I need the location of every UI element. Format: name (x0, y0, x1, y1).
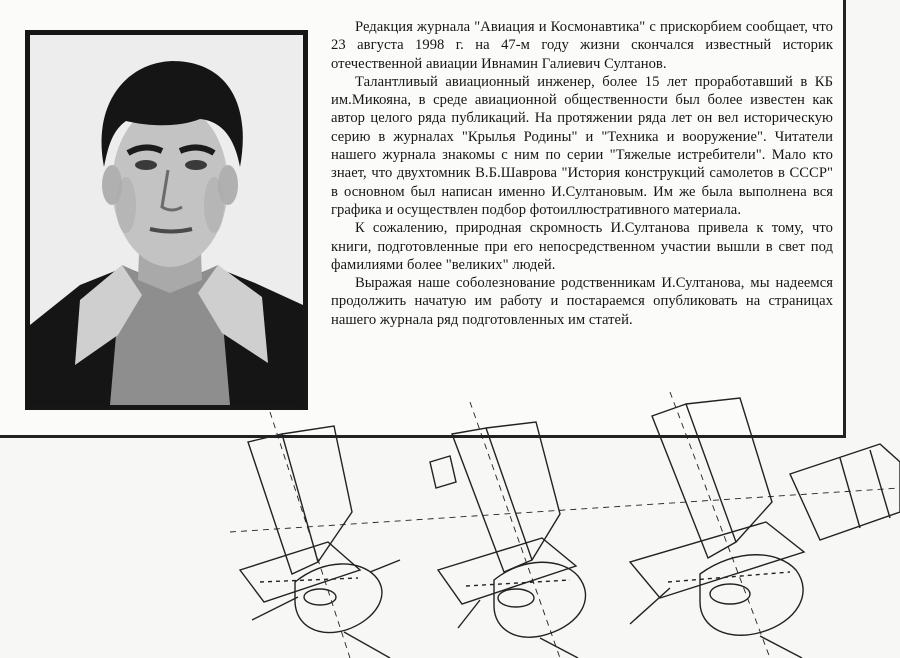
portrait-image (30, 35, 303, 405)
paragraph-4: Выражая наше соболезнование родственникам И.Султанова, мы надеемся продолжить начатую им работу и постараемся опубликовать на страницах нашего журнала ряд подготовленных им статей. (331, 275, 833, 328)
aircraft-outline-2 (430, 422, 586, 658)
paragraph-1: Редакция журнала "Авиация и Космонавтика" с прискорбием сообщает, что 23 августа 1998 г. на 47-м году жизни скончался известный историк отечественной авиации Ивнамин Галиевич Султанов. (331, 19, 833, 72)
construction-lines (230, 392, 900, 658)
obituary-text (331, 18, 833, 329)
aircraft-outline-1 (240, 426, 400, 658)
aircraft-technical-drawing (230, 392, 900, 658)
aircraft-outline-3 (630, 398, 900, 658)
aircraft-line-art (230, 392, 900, 658)
paragraph-2: Талантливый авиационный инженер, более 15 лет проработавший в КБ им.Микояна, в среде авиационной общественности был более известен как автор целого ряда публикаций. На протяжении ряда лет он вел историческую серию в журналах "Крылья Родины" и "Техника и вооружение". Читатели нашего журнала знакомы с ним по серии "Тяжелые истребители". Мало кто знает, что двухтомник В.Б.Шаврова "История конструкций самолетов в СССР" в основном был написан именно И.Султановым. Им же была выполнена вся графика и осуществлен подбор фотоиллюстративного материала. (331, 73, 833, 218)
paragraph-3: К сожалению, природная скромность И.Султанова привела к тому, что книги, подготовленные при его непосредственном участии вышли в свет под фамилиями более "великих" людей. (331, 220, 833, 273)
portrait-photo (25, 30, 308, 410)
